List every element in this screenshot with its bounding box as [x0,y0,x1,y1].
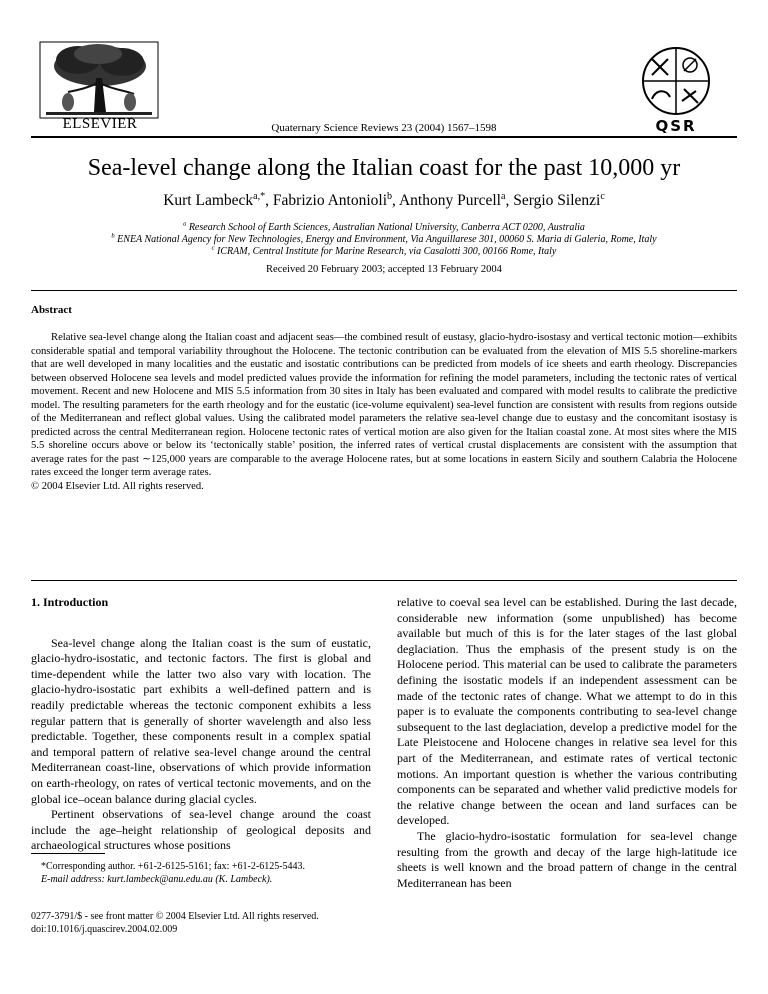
section-heading: 1. Introduction [31,595,109,609]
left-column [31,595,371,854]
author-affiliation-mark: b [387,190,393,202]
body-paragraph: Sea-level change along the Italian coast is the sum of eustatic, glacio-hydro-isostatic, and tectonic factors. The first is global and time-dependent while the latter two also vary with location. The glacio-hydro-isostatic part exhibits a well-defined pattern and is readily predictable whereas the tectonic component exhibits a less regular pattern that is generally of shorter wavelength and also less predictable. Together, these components result in a complex spatial and temporal pattern of relative sea-level change around the central Mediterranean coast-line, observations of which provide information on earth-rheology, on rates of vertical tectonic movements, and on the global ice–ocean balance during glacial cycles. [31,635,371,806]
affiliation-key: c [211,244,215,252]
front-matter [31,910,411,936]
copyright-notice: © 2004 Elsevier Ltd. All rights reserved. [31,480,204,492]
author-affiliation-mark: c [600,190,605,202]
author-affiliation-mark: a [500,190,506,202]
affiliation [0,234,768,245]
author-affiliation-mark: a,* [253,190,266,202]
affiliation-text: ICRAM, Central Institute for Marine Research, via Casalotti 300, 00166 Rome, Italy [217,246,557,257]
issn-line: 0277-3791/$ - see front matter © 2004 Elsevier Ltd. All rights reserved. [31,911,319,922]
abstract-heading: Abstract [31,304,72,316]
body-paragraph: Pertinent observations of sea-level change around the coast include the age–height relationship of geological deposits and archaeological structures whose positions [31,807,371,853]
affiliation-text: Research School of Earth Sciences, Australian National University, Canberra ACT 0200, Australia [188,222,585,233]
abstract-bottom-rule [31,580,737,581]
affiliation-text: ENEA National Agency for New Technologies, Energy and Environment, Via Anguillarese 301, 00060 S. Maria di Galeria, Rome, Italy [117,234,657,245]
affiliation-key: a [183,220,187,228]
affiliation-key: b [111,232,115,240]
affiliation [0,222,768,233]
body-paragraph: relative to coeval sea level can be established. During the last decade, considerable new information (some unpublished) has become available but much of this is for the later stages of the last global deglaciation. Thus the emphasis of the present study is on the Holocene period. This material can be used to calibrate the parameters defining the isostatic models if an independent assessment can be made of the tectonic rates of change. What we attempt to do in this paper is to evaluate the components contributing to sea-level change subsequent to the last deglaciation, develop a predictive model for the Late Pleistocene and Holocene changes in relative sea level for this part of the Mediterranean, and estimate rates of vertical tectonic motions. An important question is whether the various contributing components can be separated and whether valid predictive models for the relative change between the ocean and land surfaces can be developed. [397,595,737,828]
body-paragraph: The glacio-hydro-isostatic formulation for sea-level change resulting from the growth and decay of the large high-latitude ice sheets is well known and the broad pattern of change in the central Mediterranean has been [397,828,737,890]
footnote-rule [31,853,105,854]
email-note: E-mail address: kurt.lambeck@anu.edu.au (K. Lambeck). [41,874,273,885]
journal-logo-text: QSR [655,117,697,135]
abstract-text: Relative sea-level change along the Italian coast and adjacent seas—the combined result of eustasy, glacio-hydro-isostasy and vertical tectonic motion—exhibits considerable spatial and temporal variability throughout the Holocene. The tectonic contribution can be evaluated from the elevation of MIS 5.5 shoreline-markers that are well developed in many localities and the eustatic and isostatic contributions can be predicted from models of ice sheets and earth rheology. Discrepancies between observed Holocene sea levels and model predicted values provide the information for refining the model parameters, including the tectonic rates of vertical movement. Recent and new Holocene and MIS 5.5 information from 30 sites in Italy has been evaluated and compared with model results to calibrate the predictive model. The resulting parameters for the earth rheology and for the eustatic (ice-volume equivalent) sea-level function are consistent with results from regions outside of the Mediterranean and reflect global values. Using the calibrated model parameters the relative sea-level change due to eustasy and the concomitant isostasy is predicted across the central Mediterranean region. Holocene tectonic rates of vertical motion are also given for the Italian coastal zone. At most sites where the MIS 5.5 shoreline occurs above or below its ‘tectonically stable’ position, the inferred rates of vertical crustal displacements are consistent with the assumption that average rates for the past ∼125,000 years are comparable to the average Holocene rates, but at some locations in eastern Sicily and southern Calabria the Holocene rates exceed the longer term average rates. [31,332,737,478]
article-title: Sea-level change along the Italian coast for the past 10,000 yr [87,155,681,181]
author-name: Fabrizio Antonioli [272,192,388,209]
author-name: Kurt Lambeck [163,192,254,209]
author-list: Kurt Lambeck$^{a,*}$, Fabrizio Antonioli$^b$, Anthony Purcell$^a$, Sergio Silenzi$^c$ [163,190,605,209]
footnote [31,860,376,886]
right-column [397,595,737,891]
publisher-name: ELSEVIER [62,116,138,132]
journal-reference: Quaternary Science Reviews 23 (2004) 1567–1598 [271,122,497,134]
author-name: Sergio Silenzi [513,192,601,209]
affiliation [0,246,768,257]
corresponding-author-note: *Corresponding author. +61-2-6125-5161; fax: +61-2-6125-5443. [41,861,306,872]
tree-logo-icon [38,40,160,120]
abstract-top-rule [31,290,737,291]
author-name: Anthony Purcell [398,192,501,209]
abstract-body [31,331,737,493]
received-dates: Received 20 February 2003; accepted 13 February 2004 [266,264,502,275]
qsr-emblem-icon [630,45,722,117]
doi-line: doi:10.1016/j.quascirev.2004.02.009 [31,924,178,935]
header-rule [31,136,737,138]
